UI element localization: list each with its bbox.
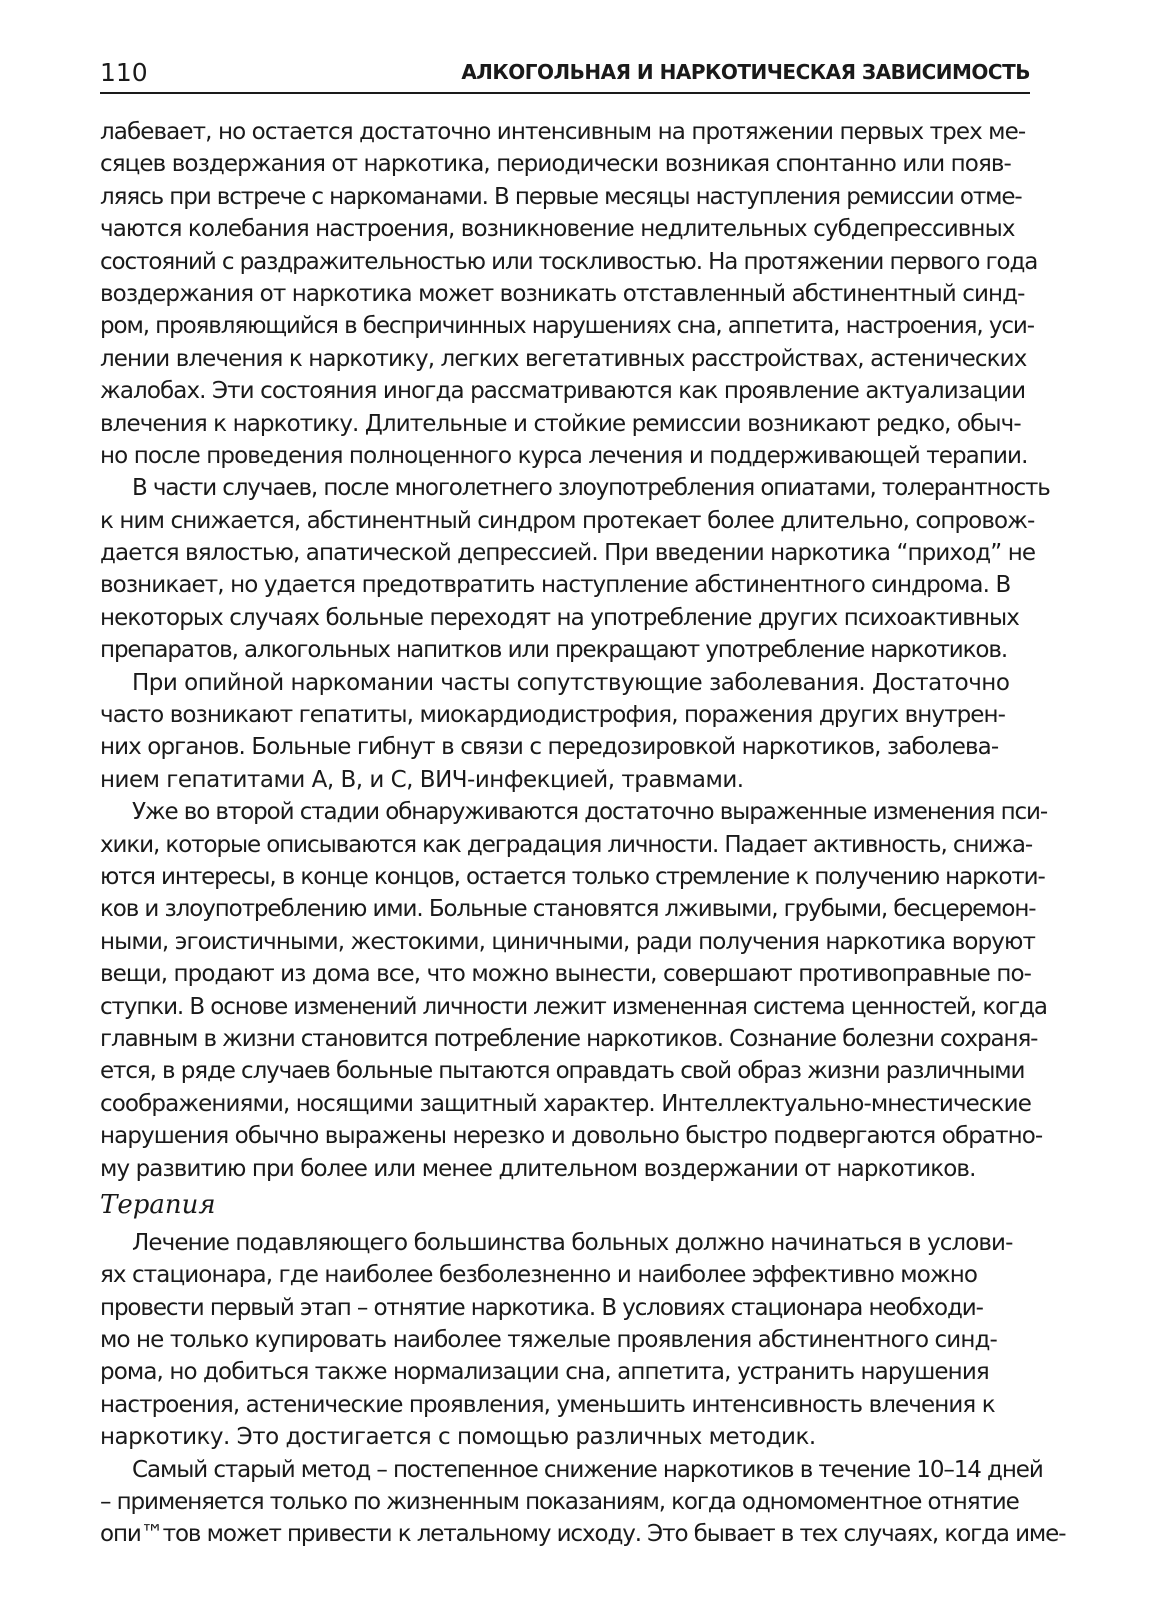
text-line: провести первый этап – отнятие наркотика. В условиях стационара необходи- — [100, 1294, 983, 1321]
running-title: АЛКОГОЛЬНАЯ И НАРКОТИЧЕСКАЯ ЗАВИСИМОСТЬ — [461, 60, 1030, 84]
text-line: Уже во второй стадии обнаруживаются достаточно выраженные изменения пси- — [132, 799, 1048, 826]
text-line: В части случаев, после многолетнего злоупотребления опиатами, толерантность — [132, 475, 1050, 502]
section-heading: Терапия — [100, 1189, 216, 1220]
text-line: них органов. Больные гибнут в связи с передозировкой наркотиков, заболева- — [100, 734, 999, 761]
text-line: чаются колебания настроения, возникновение недлительных субдепрессивных — [100, 216, 1015, 243]
text-line: наркотику. Это достигается с помощью различных методик. — [100, 1424, 816, 1451]
text-line: Лечение подавляющего большинства больных должно начинаться в услови- — [132, 1229, 1013, 1256]
text-line: нарушения обычно выражены нерезко и довольно быстро подвергаются обратно- — [100, 1123, 1043, 1150]
paragraph — [100, 1227, 1030, 1454]
text-line: рома, но добиться также нормализации сна, аппетита, устранить нарушения — [100, 1359, 989, 1386]
text-line: некоторых случаях больные переходят на употребление других психоактивных — [100, 604, 1020, 631]
text-line: влечения к наркотику. Длительные и стойкие ремиссии возникают редко, обыч- — [100, 410, 1021, 437]
text-line: му развитию при более или менее длительном воздержании от наркотиков. — [100, 1155, 976, 1182]
text-line: часто возникают гепатиты, миокардиодистрофия, поражения других внутрен- — [100, 702, 1006, 729]
text-line: но после проведения полноценного курса лечения и поддерживающей терапии. — [100, 442, 1028, 469]
text-line: ляясь при встрече с наркоманами. В первые месяцы наступления ремиссии отме- — [100, 183, 1022, 210]
text-line: сяцев воздержания от наркотика, периодически возникая спонтанно или появ- — [100, 151, 1011, 178]
paragraph — [100, 472, 1050, 666]
text-line: ются интересы, в конце концов, остается только стремление к получению наркоти- — [100, 863, 1045, 890]
text-line: Самый старый метод – постепенное снижение наркотиков в течение 10–14 дней — [132, 1456, 1043, 1483]
text-line: жалобах. Эти состояния иногда рассматриваются как проявление актуализации — [100, 378, 1026, 405]
text-line: главным в жизни становится потребление наркотиков. Сознание болезни сохраня- — [100, 1025, 1038, 1052]
page-body — [100, 116, 1066, 1551]
text-line: опи™тов может привести к летальному исходу. Это бывает в тех случаях, когда име- — [100, 1521, 1066, 1548]
text-line: ется, в ряде случаев больные пытаются оправдать свой образ жизни различными — [100, 1058, 1025, 1085]
paragraph — [100, 116, 1038, 472]
text-line: ков и злоупотреблению ими. Больные становятся лживыми, грубыми, бесцеремон- — [100, 896, 1036, 923]
text-line: воздержания от наркотика может возникать отставленный абстинентный синд- — [100, 280, 1025, 307]
text-line: При опийной наркомании часты сопутствующие заболевания. Достаточно — [132, 669, 1010, 696]
paragraph — [100, 667, 1030, 797]
text-line: – применяется только по жизненным показаниям, когда одномоментное отнятие — [100, 1489, 1019, 1516]
text-line: ром, проявляющийся в беспричинных нарушениях сна, аппетита, настроения, уси- — [100, 313, 1034, 340]
text-line: ными, эгоистичными, жестокими, циничными, ради получения наркотика воруют — [100, 928, 1035, 955]
text-line: вещи, продают из дома все, что можно вынести, совершают противоправные по- — [100, 961, 1032, 988]
text-line: возникает, но удается предотвратить наступление абстинентного синдрома. В — [100, 572, 1011, 599]
text-line: соображениями, носящими защитный характер. Интеллектуально-мнестические — [100, 1090, 1031, 1117]
text-line: нием гепатитами А, В, и С, ВИЧ-инфекцией, травмами. — [100, 766, 744, 793]
text-line: лабевает, но остается достаточно интенсивным на протяжении первых трех ме- — [100, 119, 1026, 145]
text-line: лении влечения к наркотику, легких вегетативных расстройствах, астенических — [100, 345, 1027, 372]
text-line: к ним снижается, абстинентный синдром протекает более длительно, сопровож- — [100, 507, 1035, 534]
text-line: ступки. В основе изменений личности лежит измененная система ценностей, когда — [100, 993, 1047, 1020]
page-header — [100, 52, 1030, 94]
text-line: дается вялостью, апатической депрессией. При введении наркотика “приход” не — [100, 540, 1036, 567]
text-line: состояний с раздражительностью или тоскливостью. На протяжении первого года — [100, 248, 1038, 275]
text-line: хики, которые описываются как деградация личности. Падает активность, снижа- — [100, 831, 1033, 858]
paragraph — [100, 796, 1048, 1185]
text-line: мо не только купировать наиболее тяжелые проявления абстинентного синд- — [100, 1327, 997, 1354]
text-line: препаратов, алкогольных напитков или прекращают употребление наркотиков. — [100, 637, 1008, 664]
text-line: настроения, астенические проявления, уменьшить интенсивность влечения к — [100, 1391, 995, 1418]
text-line: ях стационара, где наиболее безболезненно и наиболее эффективно можно — [100, 1262, 978, 1289]
paragraph — [100, 1454, 1066, 1551]
page-number: 110 — [100, 58, 148, 87]
